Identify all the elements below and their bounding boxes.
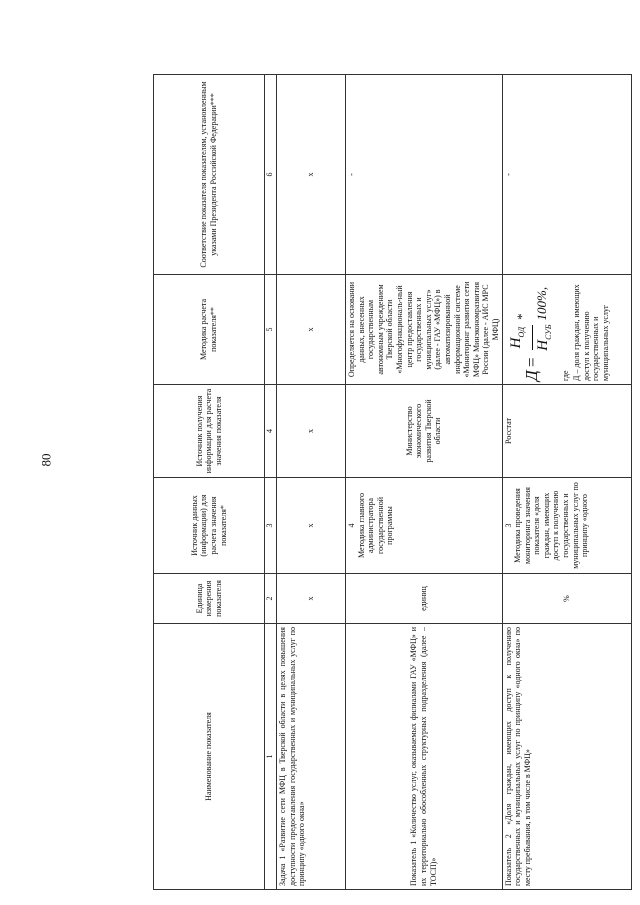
header-compliance: Соответствие показателя показателям, установленным указами Президента Российской Федерации*** [154,75,265,275]
indicator-compliance: - [346,75,503,275]
indicator-name: Показатель 1 «Количество услуг, оказываемых филиалами ГАУ «МФЦ» и их территориально обособленных структурных подразделения (далее – ТОСП)» [346,624,503,890]
task-method: х [277,275,346,385]
rotated-page-content [153,75,625,890]
formula-numerator: Н [507,337,524,349]
indicator-compliance: - [502,75,631,275]
column-number-row [265,75,277,890]
formula-legend: Д – доля граждан, имеющих доступ к получению государственных и муниципальных услуг [572,284,610,381]
header-source-info: Источник получения информации для расчета значения показателя [154,385,265,478]
column-number: 3 [265,478,277,574]
task-source-data: х [277,478,346,574]
task-unit: х [277,574,346,624]
task-row [277,75,346,890]
indicator-row [346,75,503,890]
column-number: 4 [265,385,277,478]
header-row [154,75,265,890]
indicator-unit: единиц [346,574,503,624]
formula-equals: = [522,356,541,369]
page-number: 80 [38,453,54,467]
source-data-number: 3 [503,523,513,528]
source-data-text: Методика проведения мониторинга значения показателя «доля граждан, имеющих доступ к получению государственных и муниципальных услуг по принципу «одного [513,482,590,569]
source-data-number: 4 [347,523,356,528]
indicator-table [153,74,632,890]
column-number: 2 [265,574,277,624]
task-name: Задача 1 «Развитие сети МФЦ в Тверской области в целях повышения доступности предоставления государственных и муниципальных услуг по принципу «одного окна» [277,624,346,890]
formula-where: где [560,370,570,381]
formula-denominator-sub: СУБ [543,324,553,340]
indicator-row [502,75,631,890]
column-number: 5 [265,275,277,385]
formula-fraction [506,323,559,353]
task-compliance: х [277,75,346,275]
formula-lhs: Д [522,370,541,381]
formula-multiplier: * 100%, [514,286,549,321]
indicator-method-cell [502,275,631,385]
indicator-source-info: Министерство экономического развития Тверской области [346,385,503,478]
header-unit: Единица измерения показателя [154,574,265,624]
header-method: Методика расчета показателя** [154,275,265,385]
indicator-source-data-cell [346,478,503,574]
header-source-data: Источник данных (информации) для расчета значения показателя* [154,478,265,574]
formula-denominator: Н [534,339,551,351]
indicator-source-data-cell [502,478,631,574]
column-number: 6 [265,75,277,275]
indicator-unit: % [502,574,631,624]
task-source-info: х [277,385,346,478]
column-number: 1 [265,624,277,890]
indicator-name: Показатель 2 «Доля граждан, имеющих доступ к получению государственных и муниципальных услуг по принципу «одного окна» по месту пребывания, в том числе в МФЦ» [502,624,631,890]
formula-numerator-sub: ОД [516,326,526,338]
indicator-method: Определяется на основании данных, внесенных государственным автономным учреждением Тверской области «Многофункциональ-ный центр предоставления государственных и муниципальных услуг» (далее - ГАУ «МФЦ») в автоматизированной информационной системе «Мониторинг развития сети МФЦ» Минэкономразвития России (далее - АИС МРС МФЦ) [346,275,503,385]
share-formula [506,278,559,381]
indicator-source-info: Росстат [502,385,631,478]
source-data-text: Методика главного администратора государственной программы [356,493,395,558]
header-name: Наименование показателя [154,624,265,890]
